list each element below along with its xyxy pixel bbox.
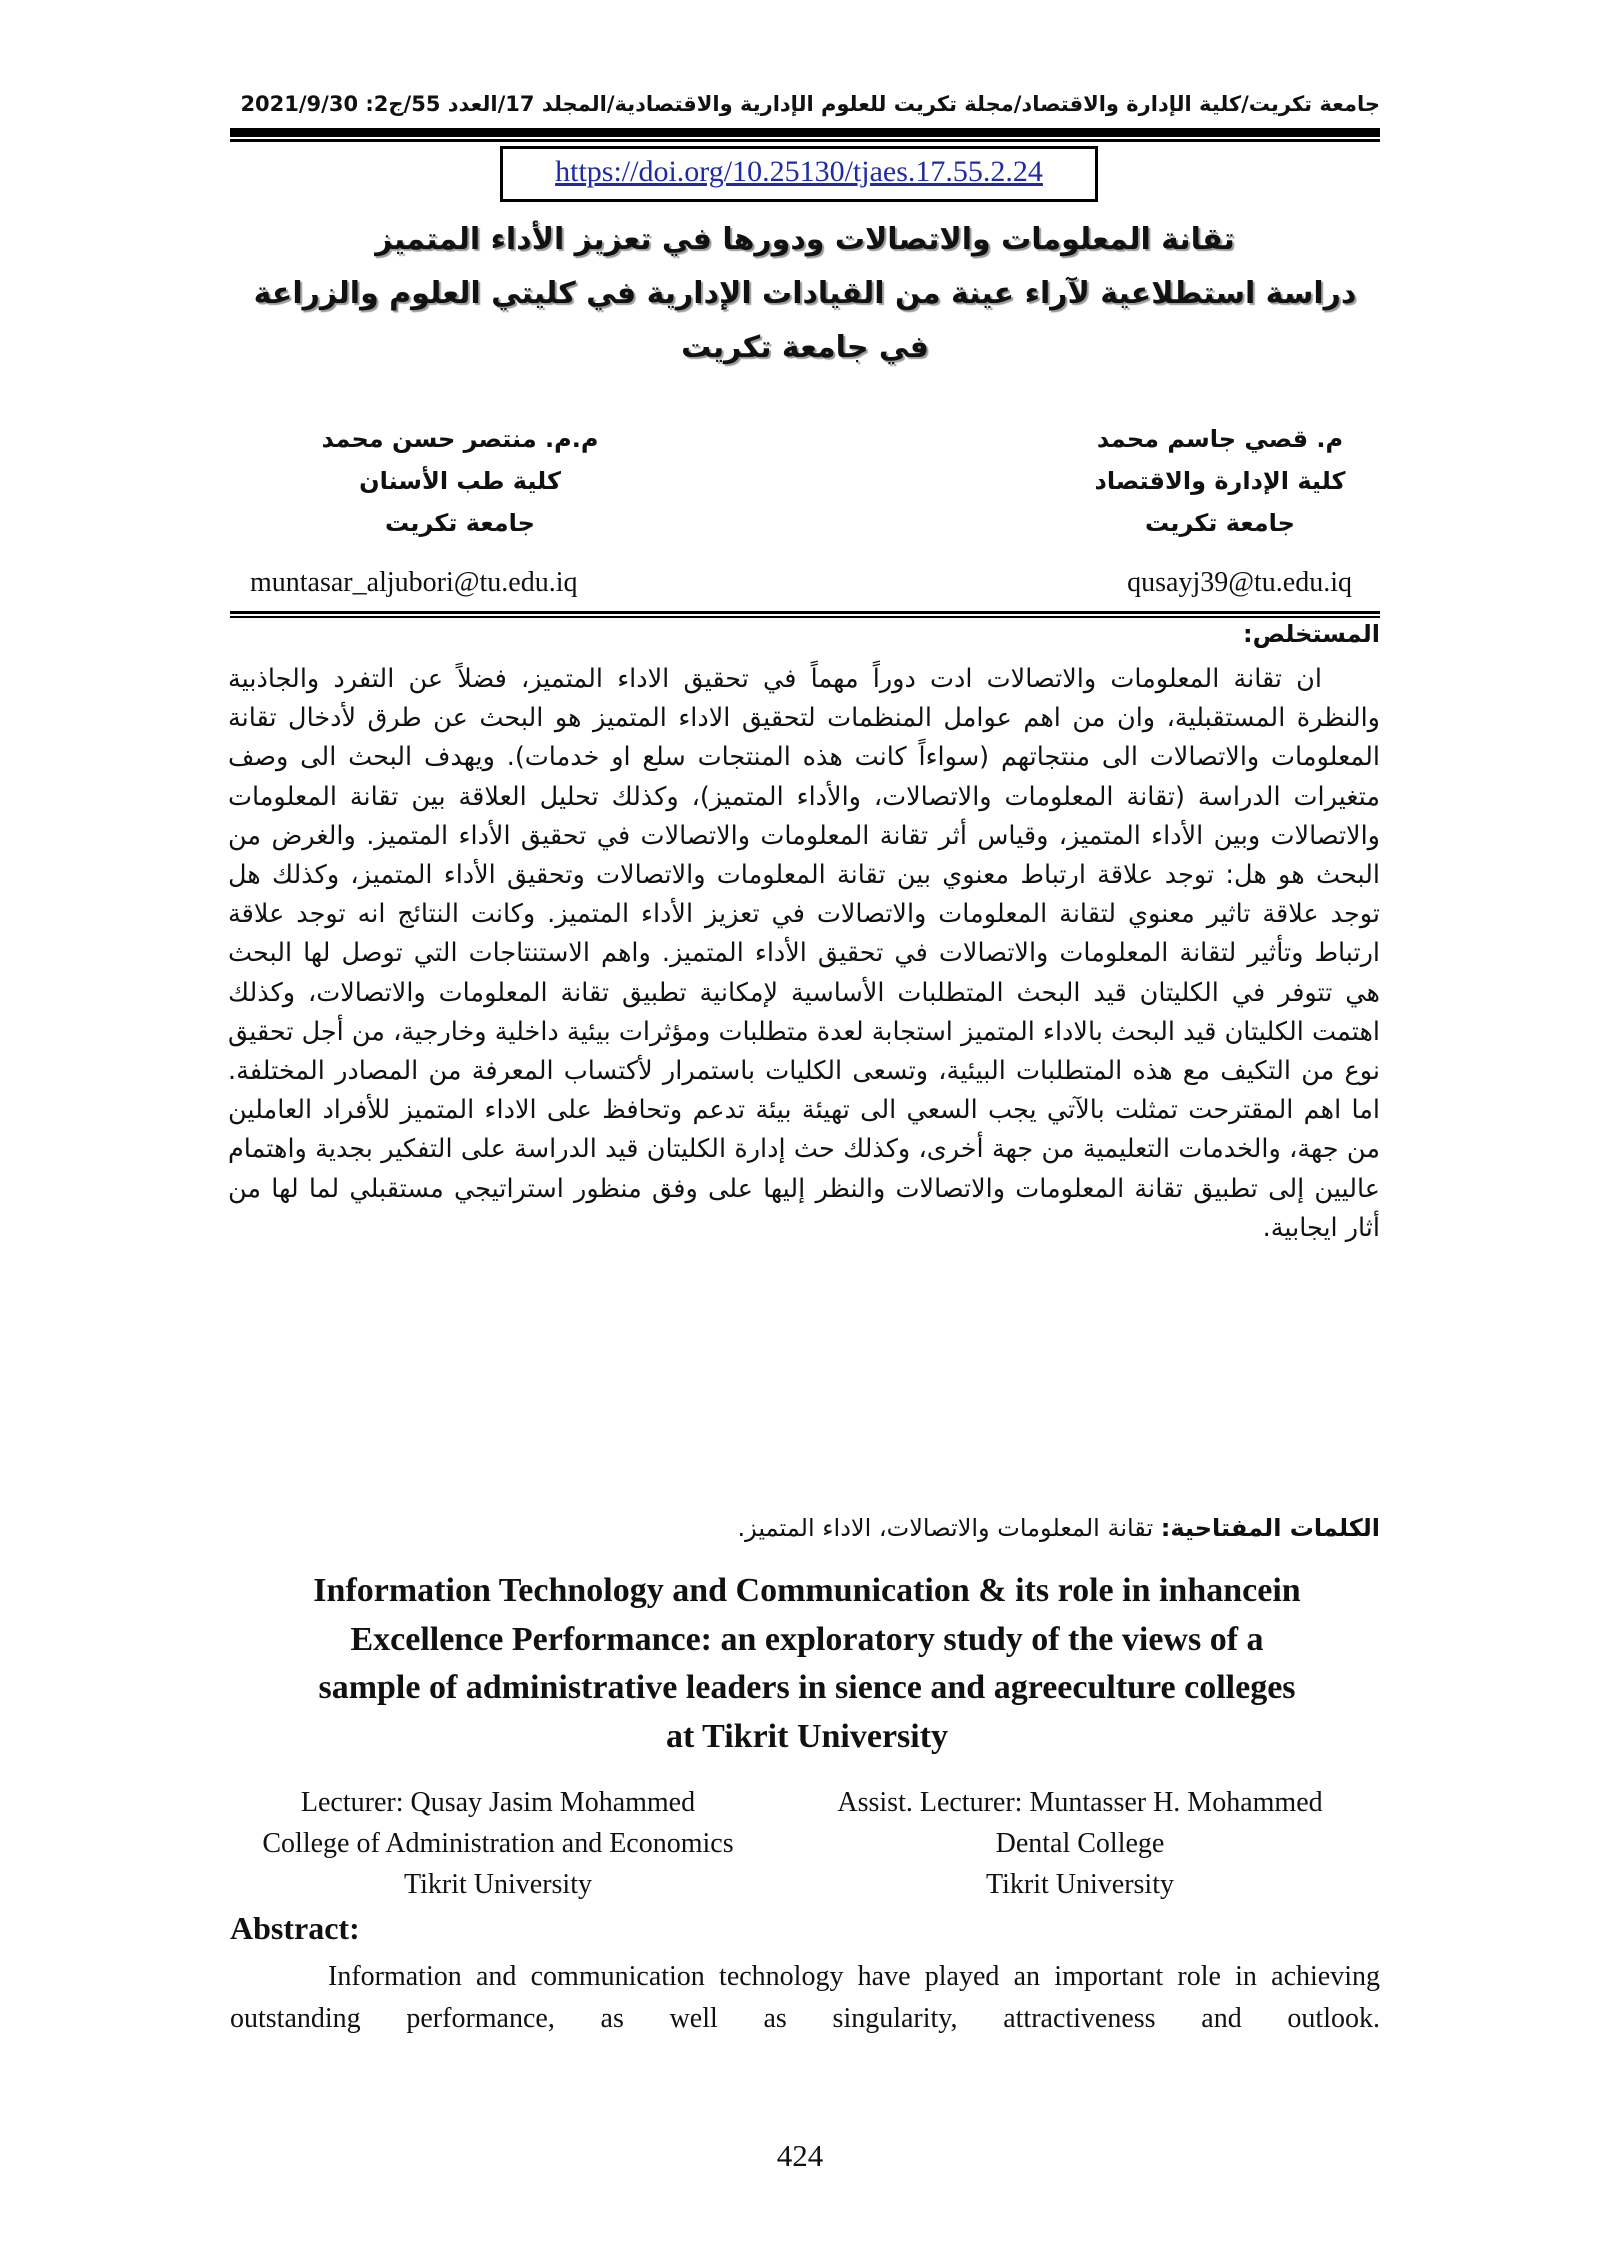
doi-link[interactable]: https://doi.org/10.25130/tjaes.17.55.2.24 <box>555 155 1043 188</box>
author-college: كلية الإدارة والاقتصاد <box>1094 467 1346 495</box>
author-name: م. قصي جاسم محمد <box>1096 425 1344 453</box>
arabic-author-1 <box>1060 418 1380 544</box>
author-name: Assist. Lecturer: Muntasser H. Mohammed <box>837 1787 1323 1818</box>
author-university: Tikrit University <box>404 1869 592 1900</box>
header-rule-thin <box>230 139 1380 142</box>
arabic-abstract-paragraph: ان تقانة المعلومات والاتصالات ادت دوراً مهماً في تحقيق الاداء المتميز، فضلاً عن التفرد والجاذبية والنظرة المستقبلية، وان من اهم عوامل المنظمات لتحقيق الاداء المتميز هو البحث عن طرق لأدخال تقانة المعلومات والاتصالات الى منتجاتهم (سواءاً كانت هذه المنتجات سلع او خدمات). ويهدف البحث الى وصف متغيرات الدراسة (تقانة المعلومات والاتصالات، والأداء المتميز)، وكذلك تحليل العلاقة بين تقانة المعلومات والاتصالات وبين الأداء المتميز، وقياس أثر تقانة المعلومات والاتصالات في تحقيق الأداء المتميز. والغرض من البحث هو هل: توجد علاقة ارتباط معنوي بين تقانة المعلومات والاتصالات وتحقيق الأداء المتميز، وكذلك هل توجد علاقة تاثير معنوي لتقانة المعلومات والاتصالات في تعزيز الأداء المتميز. وكانت النتائج انه توجد علاقة ارتباط وتأثير لتقانة المعلومات والاتصالات في تحقيق الأداء المتميز. واهم الاستنتاجات التي توصل لها البحث هي تتوفر في الكليتان قيد البحث المتطلبات الأساسية لإمكانية تطبيق تقانة المعلومات والاتصالات، وكذلك اهتمت الكليتان قيد البحث بالاداء المتميز استجابة لعدة متطلبات ومؤثرات بيئية داخلية وخارجية، من أجل تحقيق نوع من التكيف مع هذه المتطلبات البيئية، وتسعى الكليات باستمرار لأكتساب المعرفة من المصادر المختلفة. اما اهم المقترحت تمثلت بالآتي يجب السعي الى تهيئة بيئة تدعم وتحافظ على الاداء المتميز للأفراد العاملين من جهة، والخدمات التعليمية من جهة أخرى، وكذلك حث إدارة الكليتان قيد الدراسة على التفكير بجدية واهتمام عاليين إلى تطبيق تقانة المعلومات والاتصالات والنظر إليها على وفق منظور استراتيجي مستقبلي لما لها من أثار ايجابية. <box>228 664 1380 1243</box>
english-title-line-3: sample of administrative leaders in sience and agreeculture colleges <box>318 1669 1296 1706</box>
english-title <box>232 1567 1382 1761</box>
author-university: Tikrit University <box>986 1869 1174 1900</box>
author-college: كلية طب الأسنان <box>359 467 561 495</box>
arabic-abstract-body <box>228 660 1380 1248</box>
keywords-text: تقانة المعلومات والاتصالات، الاداء المتميز. <box>737 1514 1161 1542</box>
section-rule-thin <box>230 616 1380 618</box>
author-1-email[interactable]: qusayj39@tu.edu.iq <box>1127 567 1352 598</box>
doi-box <box>500 146 1098 202</box>
arabic-title-line-3: في جامعة تكريت <box>681 330 929 365</box>
english-title-line-4: at Tikrit University <box>665 1717 949 1755</box>
english-author-2 <box>800 1782 1360 1905</box>
english-title-line-2: Excellence Performance: an exploratory study of the views of a <box>350 1620 1264 1658</box>
author-college: Dental College <box>995 1828 1165 1859</box>
section-rule <box>230 611 1380 614</box>
keywords-label: الكلمات المفتاحية: <box>1160 1514 1380 1542</box>
arabic-author-2 <box>300 418 620 544</box>
running-head: جامعة تكريت/كلية الإدارة والاقتصاد/مجلة تكريت للعلوم الإدارية والاقتصادية/المجلد 17/العدد 55/ج2: 2021/9/30 <box>240 92 1380 116</box>
arabic-title-line-2: دراسة استطلاعية لآراء عينة من القيادات الإدارية في كليتي العلوم والزراعة <box>253 276 1357 311</box>
author-college: College of Administration and Economics <box>262 1828 734 1859</box>
arabic-abstract-heading: المستخلص: <box>1243 620 1380 648</box>
english-title-line-1: Information Technology and Communication & its role in inhancein <box>313 1572 1301 1609</box>
english-abstract-paragraph: Information and communication technology have played an important role in achieving outstanding performance, as well as singularity, attractiveness and outlook. <box>230 1961 1380 2034</box>
english-abstract-heading: Abstract: <box>230 1910 360 1946</box>
english-author-1 <box>228 1782 768 1905</box>
author-university: جامعة تكريت <box>385 509 535 537</box>
english-abstract-body <box>230 1956 1380 2040</box>
author-name: Lecturer: Qusay Jasim Mohammed <box>300 1787 696 1818</box>
arabic-title-line-1: تقانة المعلومات والاتصالات ودورها في تعزيز الأداء المتميز <box>375 222 1235 257</box>
author-name: م.م. منتصر حسن محمد <box>321 425 599 453</box>
page-number: 424 <box>776 2138 824 2173</box>
author-2-email[interactable]: muntasar_aljubori@tu.edu.iq <box>250 567 578 598</box>
arabic-keywords <box>738 1514 1380 1542</box>
author-university: جامعة تكريت <box>1145 509 1295 537</box>
header-rule-thick <box>230 128 1380 137</box>
